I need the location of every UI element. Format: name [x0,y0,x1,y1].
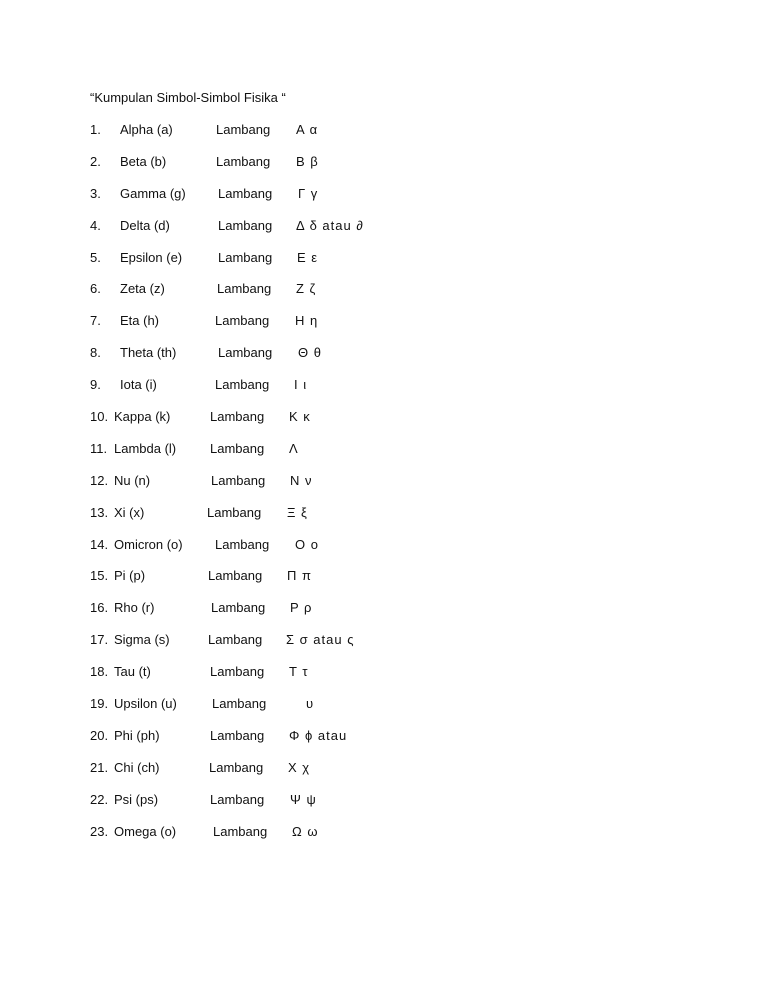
greek-symbols: Λ [289,440,299,456]
greek-symbols: Η η [295,313,319,329]
letter-name: Alpha (a) [120,122,173,137]
greek-symbols: Σ σ atau ς [286,632,355,648]
greek-symbols: Γ γ [298,185,319,201]
lambang-label: Lambang [210,440,265,456]
greek-symbols: Τ τ [289,664,309,680]
lambang-label: Lambang [218,217,273,233]
letter-name: Nu (n) [114,472,151,488]
lambang-label: Lambang [212,696,267,712]
item-number: 18. [90,664,109,680]
greek-symbols: Δ δ atau ∂ [296,217,364,233]
symbol-list [0,120,768,853]
letter-name: Kappa (k) [114,409,171,425]
document-title: “Kumpulan Simbol-Simbol Fisika “ [90,90,286,105]
list-item [0,535,768,567]
greek-symbols: Ο ο [295,536,319,552]
letter-name: Rho (r) [114,600,155,616]
greek-symbols: υ [306,696,315,712]
list-item [0,758,768,790]
letter-name: Chi (ch) [114,759,160,775]
item-number: 19. [90,696,109,712]
letter-name: Gamma (g) [120,185,186,201]
greek-symbols: Ε ε [297,249,319,265]
greek-symbols: Β β [296,153,319,169]
letter-name: Pi (p) [114,568,146,584]
lambang-label: Lambang [210,791,265,807]
item-number: 9. [90,377,101,393]
letter-name: Iota (i) [120,377,157,393]
list-item [0,503,768,535]
list-item [0,248,768,280]
letter-name: Xi (x) [114,504,145,520]
lambang-label: Lambang [210,664,265,680]
item-number: 13. [90,504,109,520]
greek-symbols: Ψ ψ [290,791,317,807]
list-item [0,822,768,854]
letter-name: Sigma (s) [114,632,170,648]
list-item [0,471,768,503]
greek-symbols: Π π [287,568,312,584]
list-item [0,439,768,471]
lambang-label: Lambang [208,568,263,584]
item-number: 4. [90,217,101,233]
item-number: 3. [90,185,101,201]
list-item [0,694,768,726]
lambang-label: Lambang [217,281,272,297]
list-item [0,216,768,248]
greek-symbols: Ν ν [290,472,313,488]
list-item [0,184,768,216]
letter-name: Eta (h) [120,313,160,329]
item-number: 23. [90,823,109,839]
greek-symbols: Α α [296,122,319,137]
letter-name: Lambda (l) [114,440,177,456]
list-item [0,566,768,598]
letter-name: Beta (b) [120,153,167,169]
lambang-label: Lambang [207,504,262,520]
item-number: 12. [90,472,109,488]
list-item [0,120,768,152]
lambang-label: Lambang [210,727,265,743]
item-number: 8. [90,345,101,361]
item-number: 21. [90,759,109,775]
item-number: 20. [90,727,109,743]
item-number: 6. [90,281,101,297]
list-item [0,662,768,694]
lambang-label: Lambang [215,313,270,329]
lambang-label: Lambang [213,823,268,839]
item-number: 5. [90,249,101,265]
list-item [0,311,768,343]
item-number: 11. [90,440,108,456]
lambang-label: Lambang [218,345,273,361]
lambang-label: Lambang [211,472,266,488]
item-number: 14. [90,536,109,552]
letter-name: Zeta (z) [120,281,165,297]
item-number: 22. [90,791,109,807]
greek-symbols: Ρ ρ [290,600,313,616]
list-item [0,726,768,758]
letter-name: Omicron (o) [114,536,183,552]
list-item [0,343,768,375]
lambang-label: Lambang [211,600,266,616]
lambang-label: Lambang [210,409,265,425]
list-item [0,152,768,184]
lambang-label: Lambang [218,249,273,265]
item-number: 2. [90,153,101,169]
lambang-label: Lambang [216,122,271,137]
list-item [0,630,768,662]
greek-symbols: Φ ϕ atau [289,727,348,743]
lambang-label: Lambang [209,759,264,775]
item-number: 15. [90,568,109,584]
lambang-label: Lambang [215,377,270,393]
item-number: 7. [90,313,101,329]
item-number: 16. [90,600,109,616]
letter-name: Omega (o) [114,823,177,839]
lambang-label: Lambang [216,153,271,169]
letter-name: Theta (th) [120,345,177,361]
greek-symbols: Ζ ζ [296,281,317,297]
greek-symbols: Ξ ξ [287,504,308,520]
letter-name: Epsilon (e) [120,249,183,265]
greek-symbols: Κ κ [289,409,311,425]
list-item [0,598,768,630]
item-number: 10. [90,409,109,425]
greek-symbols: Ω ω [292,823,319,839]
item-number: 1. [90,122,101,137]
lambang-label: Lambang [215,536,270,552]
letter-name: Tau (t) [114,664,151,680]
list-item [0,279,768,311]
greek-symbols: Ι ι [294,377,308,393]
letter-name: Upsilon (u) [114,696,177,712]
greek-symbols: Χ χ [288,759,311,775]
letter-name: Psi (ps) [114,791,159,807]
list-item [0,407,768,439]
item-number: 17. [90,632,109,648]
letter-name: Delta (d) [120,217,170,233]
letter-name: Phi (ph) [114,727,160,743]
greek-symbols: Θ θ [298,345,322,361]
list-item [0,790,768,822]
lambang-label: Lambang [208,632,263,648]
list-item [0,375,768,407]
lambang-label: Lambang [218,185,273,201]
